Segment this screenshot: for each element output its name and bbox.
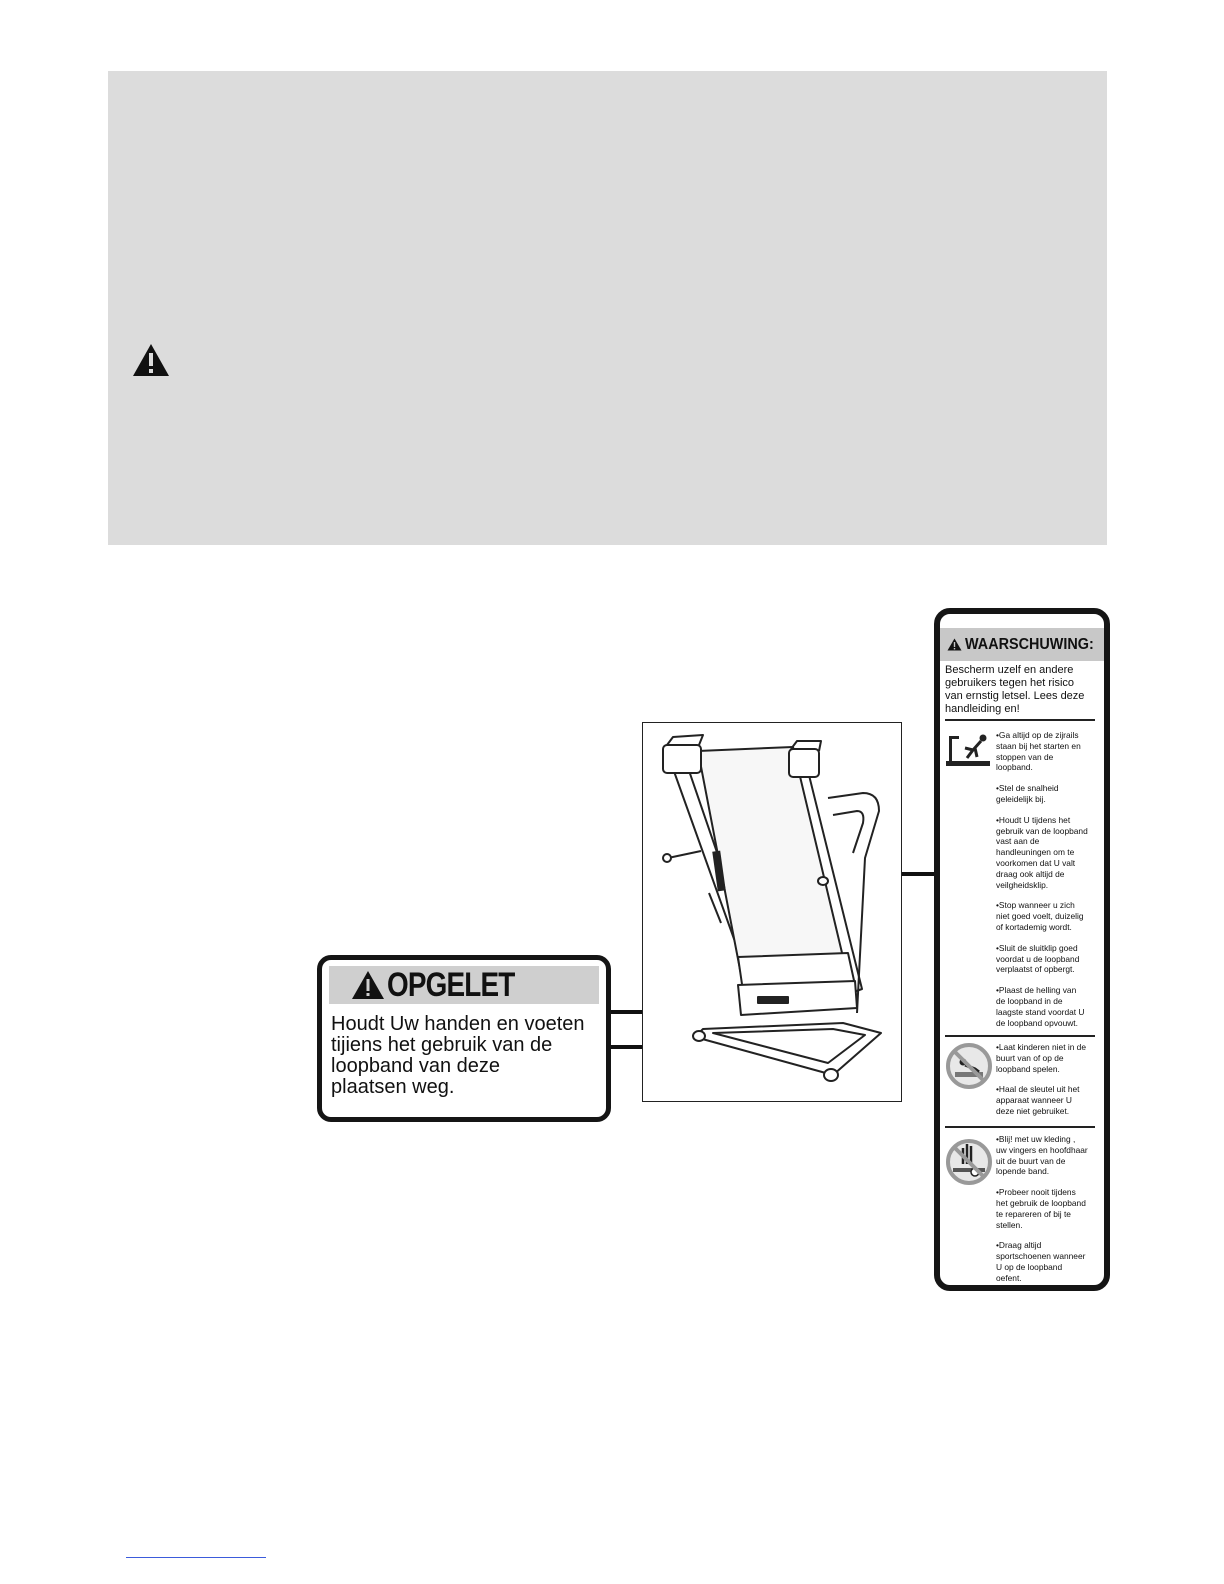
- warning-section-3: [996, 1134, 1106, 1291]
- caution-title: OPGELET: [387, 965, 515, 1004]
- item-line: uw vingers en hoofdhaar: [996, 1144, 1088, 1155]
- no-hands-near-belt-icon: [945, 1134, 993, 1190]
- warning-section-1: [996, 730, 1106, 1038]
- item-line: buurt van of op de: [996, 1052, 1064, 1063]
- warning-item: [996, 985, 1106, 1028]
- caution-line: tijiens het gebruik van de: [331, 1034, 553, 1056]
- item-line: niet goed voelt, duizelig: [996, 911, 1084, 922]
- warning-item: [996, 730, 1106, 773]
- intro-line: gebruikers tegen het risico: [945, 677, 1075, 689]
- treadmill-illustration-frame: [642, 722, 902, 1102]
- item-line: voorkomen dat U valt: [996, 857, 1076, 868]
- item-line: stellen.: [996, 1219, 1023, 1230]
- item-line: •Probeer nooit tijdens: [996, 1187, 1076, 1198]
- warning-label: [934, 608, 1110, 1291]
- item-line: geleidelijk bij.: [996, 793, 1046, 804]
- item-line: •Blij! met uw kleding ,: [996, 1134, 1076, 1144]
- warning-item: [996, 1042, 1106, 1074]
- caution-line: Houdt Uw handen en voeten: [331, 1013, 585, 1035]
- item-line: •Stop wanneer u zich: [996, 900, 1075, 911]
- item-line: de loopband in de: [996, 995, 1063, 1006]
- warning-item: [996, 815, 1106, 891]
- warning-item: [996, 1084, 1106, 1116]
- item-line: stoppen van de: [996, 751, 1054, 762]
- item-line: apparaat wanneer U: [996, 1095, 1072, 1106]
- caution-label-header: [329, 966, 599, 1004]
- item-line: laagste stand voordat U: [996, 1006, 1085, 1017]
- item-line: uit de buurt van de: [996, 1155, 1066, 1166]
- warning-title: WAARSCHUWING:: [965, 635, 1094, 653]
- item-line: de loopband opvouwt.: [996, 1017, 1078, 1028]
- item-line: U op de loopband: [996, 1261, 1063, 1272]
- item-line: •Haal de sleutel uit het: [996, 1084, 1080, 1095]
- warning-triangle-icon: [351, 970, 385, 1000]
- item-line: •Ga altijd op de zijrails: [996, 730, 1079, 740]
- caution-text: [331, 1014, 606, 1098]
- intro-line: van ernstig letsel. Lees deze: [945, 690, 1085, 702]
- divider: [945, 1126, 1095, 1128]
- gray-notice-box: [108, 71, 1107, 545]
- item-line: oefent.: [996, 1272, 1022, 1283]
- warning-item: [996, 1240, 1106, 1283]
- footer-link-underline[interactable]: [126, 1557, 266, 1558]
- item-line: loopband spelen.: [996, 1063, 1060, 1074]
- divider: [945, 1035, 1095, 1037]
- fall-hazard-icon: [945, 730, 991, 768]
- item-line: sportschoenen wanneer: [996, 1251, 1086, 1262]
- item-line: •Draag altijd: [996, 1240, 1042, 1251]
- item-line: of kortademig wordt.: [996, 921, 1072, 932]
- item-line: •Laat kinderen niet in de: [996, 1042, 1087, 1052]
- item-line: het gebruik de loopband: [996, 1197, 1086, 1208]
- item-line: veilgheidsklip.: [996, 879, 1049, 890]
- warning-triangle-icon: [132, 343, 170, 377]
- item-line: lopende band.: [996, 1166, 1050, 1177]
- warning-item: [996, 783, 1106, 805]
- warning-item: [996, 1187, 1106, 1230]
- item-line: loopband.: [996, 762, 1033, 773]
- item-line: verplaatst of opbergt.: [996, 964, 1075, 975]
- item-line: te repareren of bij te: [996, 1208, 1071, 1219]
- warning-label-header: [940, 628, 1104, 661]
- item-line: draag ook altijd de: [996, 868, 1065, 879]
- warning-item: [996, 943, 1106, 975]
- caution-line: loopband van deze: [331, 1055, 501, 1077]
- warning-triangle-icon: [947, 638, 962, 651]
- caution-line: plaatsen weg.: [331, 1076, 455, 1098]
- item-line: staan bij het starten en: [996, 740, 1081, 751]
- folded-treadmill-drawing: [643, 723, 900, 1100]
- intro-line: handleiding en!: [945, 703, 1020, 715]
- item-line: voordat u de loopband: [996, 953, 1080, 964]
- warning-section-2: [996, 1042, 1106, 1127]
- warning-intro: [945, 664, 1105, 716]
- no-children-icon: [945, 1042, 993, 1090]
- item-line: vast aan de: [996, 836, 1040, 847]
- caution-label: [317, 955, 611, 1122]
- item-line: •Plaast de helling van: [996, 985, 1077, 996]
- item-line: •Houdt U tijdens het: [996, 814, 1071, 825]
- item-line: •Stel de snalheid: [996, 783, 1059, 794]
- warning-item: [996, 900, 1106, 932]
- item-line: •Sluit de sluitklip goed: [996, 942, 1078, 953]
- intro-line: Bescherm uzelf en andere: [945, 664, 1074, 676]
- item-line: gebruik van de loopband: [996, 825, 1088, 836]
- divider: [945, 719, 1095, 721]
- item-line: handleuningen om te: [996, 847, 1075, 858]
- warning-item: [996, 1134, 1106, 1177]
- item-line: deze niet gebruiket.: [996, 1105, 1070, 1116]
